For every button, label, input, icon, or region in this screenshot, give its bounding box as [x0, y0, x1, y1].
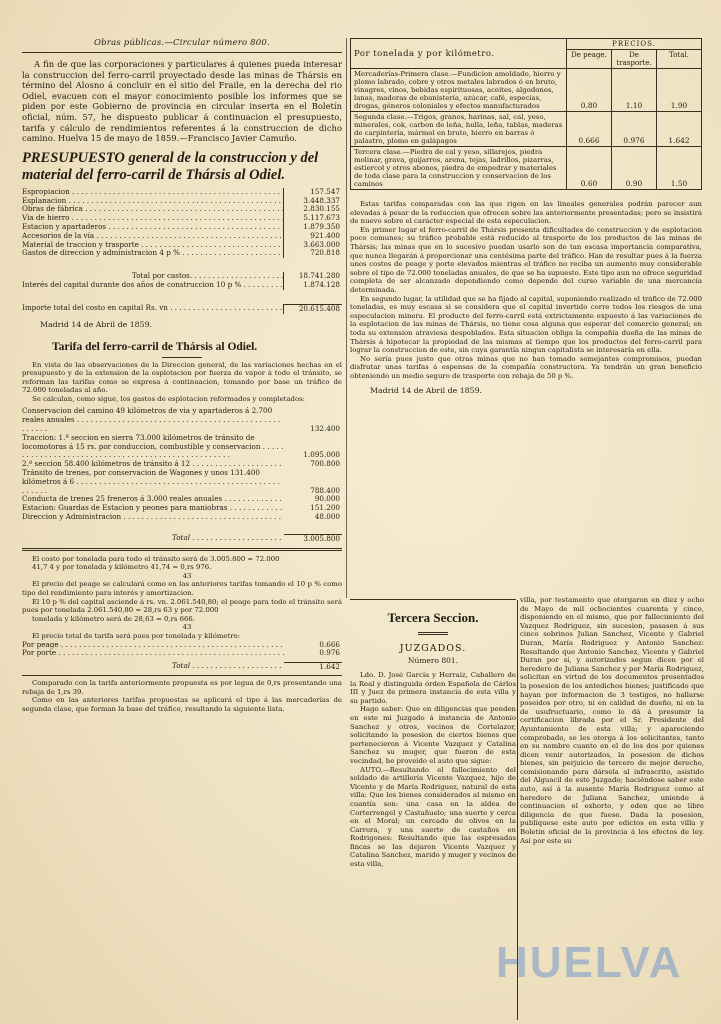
row-text: Segunda clase.—Trigos, granos, harinas, sal, cal, yeso, minerales, cok, carbon de leña, hulla, leña, tablas, maderas de carpintería, mármol en bruto, hierro en barras ó palastro, plomo en galápagos: [351, 112, 567, 147]
tarifa-title: Tarifa del ferro-carril de Thársis al Odiel.: [52, 340, 258, 353]
calc-4: El 10 p % del capital asciende á rs. vn. 2.061.540,80; el peage para todo el tránsito será pues por tonelada 2.061.540,80 = 28,rs 63 y por 72.000: [22, 597, 342, 615]
hago-paragraph: Hago saber: Que en diligencias que penden en este mi Juzgado á instancia de Antonio Sanchez y otros, vecinos de Cortelazor, solicitando la posesion de ciertos bienes que pertenecieron á Vicente Vazquez y Catalina Sanchez su muger, que fueron de esta vecindad, he proveido el auto que sigue:: [350, 705, 516, 765]
budget-label: Esplanacion . . .: [22, 197, 283, 206]
running-head: Obras públicas.—Circular número 800.: [94, 38, 270, 48]
budget-row: [22, 188, 342, 197]
costs-table: [22, 407, 342, 543]
date-line-1: Madrid 14 de Abril de 1859.: [40, 319, 153, 329]
numero-label: Número 801.: [407, 656, 459, 665]
presupuesto-title: PRESUPUESTO general de la construccion y del material del ferro-carril de Thársis al Odiel.: [22, 149, 319, 183]
importe-label: Importe total del costo en capital Rs. vn . . .: [22, 304, 283, 314]
closing-rule: [22, 675, 342, 676]
final-total-row: [22, 662, 342, 672]
budget-label: Via de hierro . . .: [22, 214, 283, 223]
tercera-seccion-column: [350, 596, 516, 869]
ornament-rule: [418, 632, 448, 635]
col-peage: De peage.: [567, 50, 612, 69]
budget-value: 5.117.673: [283, 214, 342, 223]
archive-watermark: HUELVA: [496, 938, 683, 987]
porte-label: Por porte . . .: [22, 649, 284, 658]
budget-row: [22, 223, 342, 232]
cost-label: Tránsito de trenes, por conservacion de Wagones y unos 131.400 kilómetros á 6 . . .: [22, 469, 284, 495]
right-para-1: Estas tarifas comparadas con las que rigen en las lineales generales podrán parecer aun elevadas á pesar de la reduccion que ofrecen sobre las anteriormente presentadas; pero se insistirá de nuevo sobre el carácter especial de esta especulacion.: [350, 200, 702, 226]
interest-value: 1.874.128: [283, 281, 342, 290]
row-peage: 0.666: [567, 112, 612, 147]
title-rule: [162, 357, 202, 358]
budget-label: Gastos de direccion y administracion 4 p % . . .: [22, 249, 283, 258]
prices-row: [351, 147, 702, 190]
peage-row: [22, 641, 342, 650]
row-trasporte: 1.10: [612, 69, 657, 112]
budget-value: 3.448.337: [283, 197, 342, 206]
intro-paragraph: A fin de que las corporaciones y particulares á quienes pueda interesar la construccion del ferro-carril proyectado desde las minas de Thársis en término del Alosno á concluir en el sitio del Fraile, en la derecha del rio Odiel, evacuen con el mayor conocimiento posible los informes que se piden por este Gobierno de provincia en circular inserta en el Boletín oficial, núm. 57, he dispuesto publicar á continuacion el presupuesto, tarifa y cálculo de rendimientos referentes á la construccion de dicho camino. Huelva 15 de mayo de 1859.—Francisco Javier Camuño.: [22, 59, 342, 144]
budget-row: [22, 241, 342, 250]
budget-value: 720.818: [283, 249, 342, 258]
auto-continuation: villa, por testamento que otorgaron en diez y ocho de Mayo de mil ochocientos cuarenta y cinco, disponiendo en el mismo, que por fallecimiento del Vazquez Rodriguez, sin sucesion, pasasen á sus cinco sobrinos Julian Sanchez, Vicente y Gabriel Duran, María Rodriguez y Antonio Sanchez: Resultando que Antonio Sanchez, Vicente y Gabriel Duran por sí, y autorizados segun dicen por el heredero de Juliana Sanchez y por María Rodriguez, solicitan en virtud de los documentos presentados la posesion de los antedichos bienes; justificado que hayan por informacion de 3 testigos, no hallarse poseidos por otro, ni en calidad de dueño, ni en la de usufructuario, como lo dá á presumir la certificacion librada por el Sr. Presidente del Ayuntamiento de esta villa; y apareciendo comprobado, se les otorga á los solicitantes, tanto en su nombre cuanto en el de los dos por quienes dicen venir autorizados, la posesion de dichos bienes, sin perjuicio de tercero de mejor derecho, comisionando para dársela al infrascrito, asistido del Alguacil de este Juzgado; haciéndose saber este auto, así á la ausente María Rodriguez como al heredero de Juliana Sanchez, uniendo á continuacion el exhorto, y eden que se libre diligencia de que fuese. Dada la posesion, publíquese este auto por edictos en esta villa y Boletin oficial de la provincia á los efectos de ley. Así por este su: [520, 596, 704, 845]
ldo-paragraph: Ldo. D. José García y Herraiz, Caballero de la Real y distinguida órden Española de Cárlos III y Juez de primera instancia de esta villa y su partido.: [350, 671, 516, 705]
right-para-4: No sería pues justo que otras minas que no han tomado semejantes compromisos, puedan disfrutar unas tarifas á espensas de la compañía constructora. Ya tendrán un gran beneficio obteniendo un medio seguro de trasporte con rebaja de 50 p %.: [350, 354, 702, 380]
calc-6: El precio total de tarifa será pues por tonelada y kilómetro:: [32, 631, 241, 640]
cost-row: [22, 504, 342, 513]
cost-value: 1.095.000: [303, 450, 340, 460]
calc-2: 41,7 4 y por tonelada y kilómetro 41,74 = 0,rs 976.: [32, 563, 212, 572]
tarifa-intro-2: Se calculan, como sigue, los gastos de esplotacion reformados y completados:: [32, 394, 305, 403]
date-line-2: Madrid 14 de Abril de 1859.: [370, 386, 483, 396]
tercera-seccion-column-2: [520, 596, 704, 845]
calc-2b: 43: [182, 571, 192, 580]
prices-table: [350, 38, 702, 190]
cost-value: 132.400: [310, 424, 340, 434]
prices-row: [351, 69, 702, 112]
row-peage: 0.60: [567, 147, 612, 190]
cost-label: Conducta de trenes 25 freneros á 3.000 reales anuales . . .: [22, 495, 284, 504]
header-rule: [22, 52, 342, 53]
row-total: 1.642: [657, 112, 702, 147]
row-total: 1.90: [657, 69, 702, 112]
cost-row: [22, 407, 342, 433]
cost-value: 151.200: [310, 503, 340, 513]
prices-header-row: [351, 39, 702, 50]
column-divider: [346, 38, 347, 598]
calc-3: El precio del peage se calculará como en las anteriores tarifas tomando el 10 p % como tipo del rendimiento para interés y amortizacion.: [22, 580, 342, 598]
budget-label: Accesorios de la vía . . .: [22, 232, 283, 241]
costs-total-row: [22, 534, 342, 544]
cost-row: [22, 495, 342, 504]
cost-label: Traccion: 1.ª seccion en sierra 73.000 kilómetros de tránsito de locomotoras á 15 rs. por conduccion, combustible y conservacion . . .: [22, 434, 284, 460]
costs-total-label: Total . . .: [22, 534, 284, 544]
row-peage: 0.80: [567, 69, 612, 112]
cost-label: Direccion y Administracion . . .: [22, 513, 284, 522]
peage-value: 0.666: [319, 639, 340, 649]
row-text: Tercera clase.—Piedra de cal y yeso, sillarejos, piedra molinar, grava, guijarros, arena, tejas, ladrillos, pizarras, estiercol y otros abonos, piedra de empedrar y materiales de toda clase para la construccion y conservacion de los caminos: [351, 147, 567, 190]
budget-value: 3.663.000: [283, 241, 342, 250]
cost-value: 90.000: [314, 494, 340, 504]
budget-row: [22, 249, 342, 258]
row-text: Mercaderías-Primera clase.—Fundicion amoldado, hierro y plomo labrado, cobre y otros metales labrados ó en bruto, vinagres, vinos, bebidas espirituosas, aceites, algodones, lanas, maderas de ebanistería, azúcar, café, especias, drogas, géneros coloniales y efectos manufacturados: [351, 69, 567, 112]
right-column: [350, 38, 702, 395]
row-trasporte: 0.90: [612, 147, 657, 190]
cost-row: [22, 469, 342, 495]
section-title: Tercera Seccion.: [387, 610, 479, 625]
porte-row: [22, 649, 342, 658]
porte-value: 0.976: [319, 648, 340, 658]
budget-value: 1.879.350: [283, 223, 342, 232]
col-total: Total.: [657, 50, 702, 69]
importe-row: [22, 304, 342, 314]
peage-label: Por peage . . .: [22, 641, 284, 650]
final-total-label: Total . . .: [22, 662, 284, 672]
closing-1: Comparado con la tarifa anteriormente propuesta es por legua de 0,rs presentando una rebaja de 1,rs 39.: [22, 678, 342, 696]
budget-label: Material de traccion y trasporte . . .: [22, 241, 283, 250]
col-trasporte: De trasporte.: [612, 50, 657, 69]
cost-label: Conservacion del camino 49 kilómetros de via y apartaderos á 2.700 reales anuales . . .: [22, 407, 284, 433]
budget-total-label: Total por castos. . . .: [22, 272, 283, 281]
closing-2: Como en las anteriores tarifas propuestas se aplicará el tipo á las mercaderías de segunda clase, que forman la base del tráfico, resultando la siguiente lista.: [22, 696, 342, 713]
budget-row: [22, 205, 342, 214]
cost-row: [22, 513, 342, 522]
interest-label: Interés del capital durante dos años de construccion 10 p % . . .: [22, 281, 283, 290]
juzgados-heading: JUZGADOS.: [399, 643, 467, 654]
section-rule: [350, 599, 516, 600]
budget-total-value: 18.741.280: [283, 272, 342, 281]
cost-label: Estacion: Guardas de Estacion y peones para maniobras . . .: [22, 504, 284, 513]
budget-total-row: [22, 272, 342, 281]
row-trasporte: 0.976: [612, 112, 657, 147]
right-para-2: En primer lugar el ferro-carril de Thársis presenta dificultades de construccion y de esplotacion poco comunes; su tráfico probable está reducido al trasporte de los productos de las minas de Thársis; las minas que en lo sucesivo puedan usarlo son de tan escasa importancia comparativa, que nunca llegarán á proporcionar una centésima parte del tráfico. Han de resultar pues á la fuerza unos costos de peage y porte elevados mientras el tráfico no reciba un aumento muy considerable sobre el tipo de 72.000 toneladas anuales, de que se ha supuesto. Este tipo aun no ofrece seguridad completa de ser alcanzado dependiendo como depende del curso variable de una mercancía determinada.: [350, 225, 702, 294]
costs-total-value: 3.005.800: [284, 534, 342, 544]
budget-value: 2.830.155: [283, 205, 342, 214]
right-para-3: En segundo lugar, la utilidad que se ha fijado al capital, suponiendo realizado el tráfico de 72.000 toneladas, es muy escasa si se considera que el capital invertido corre todos los riesgos de una especulacion minera. El producto del ferro-carril está extrictamente expuesto á las variaciones de la esplotacion de las minas de Thársis, no tiene cosa alguna que esperar del comercio general; en toda su extension atraviesa despoblados. Esta situacion obliga la compañía dueña de las minas de Thársis á hipotecar la propiedad de las mismas al tiempo que los productos del ferro-carril para lograr la construccion de este, sin cuya garantía ningun capitalista se interesaría en ella.: [350, 294, 702, 355]
cost-value: 48.000: [314, 512, 340, 522]
calc-1: El costo por tonelada para todo el tránsito será de 3.005.800 = 72.000: [32, 554, 280, 563]
interest-row: [22, 281, 342, 290]
cost-value: 788.400: [310, 485, 340, 495]
prices-row: [351, 112, 702, 147]
cost-row: [22, 434, 342, 460]
table-heading: Por tonelada y por kilómetro.: [351, 39, 567, 69]
cost-value: 700.800: [310, 459, 340, 469]
cost-label: 2.ª seccion 58.400 kilómetros de tránsito á 12 . . .: [22, 460, 284, 469]
budget-label: Espropiacion . . .: [22, 188, 283, 197]
budget-label: Estacion y apartaderos . . .: [22, 223, 283, 232]
calc-5: tonelada y kilómetro será de 28,63 = 0,rs 666.: [32, 614, 195, 623]
row-total: 1.50: [657, 147, 702, 190]
budget-table: [22, 188, 342, 314]
budget-value: 921.400: [283, 232, 342, 241]
precios-heading: PRECIOS.: [567, 39, 702, 50]
importe-value: 20.615.408: [283, 304, 342, 314]
calc-5b: 43: [182, 623, 192, 632]
budget-label: Obras de fábrica . . .: [22, 205, 283, 214]
budget-row: [22, 232, 342, 241]
tarifa-intro: En vista de las observaciones de la Direccion general, de las variaciones hechas en el presupuesto y de la extension de la esplotacion por fuerza de vapor á todo el tránsito, se reforman las tarifas como se expresa á continuacion, tomando por base un tráfico de 72.000 toneladas al año.: [22, 360, 342, 395]
cost-row: [22, 460, 342, 469]
budget-row: [22, 214, 342, 223]
double-rule: [22, 548, 342, 551]
budget-value: 157.547: [283, 188, 342, 197]
final-total-value: 1.642: [284, 662, 342, 672]
auto-paragraph: AUTO.—Resultando el fallecimiento del soldado de artillería Vicente Vazquez, hijo de Vicente y de María Rodriguez, natural de esta villa: Que los bienes considerados al mismo en cuantía son: una casa en la aldea de Corterrengel y Castañuelo; una suerte y cerca en el Moral; un cercado de olivos en la Carrera, y una suerte de castaños en Rodrigones: Resultando que las espresadas fincas se las dejaron Vicente Vazquez y Catalina Sanchez, marido y muger y vecinos de esta villa,: [350, 765, 516, 869]
budget-row: [22, 197, 342, 206]
left-column: [22, 38, 342, 713]
